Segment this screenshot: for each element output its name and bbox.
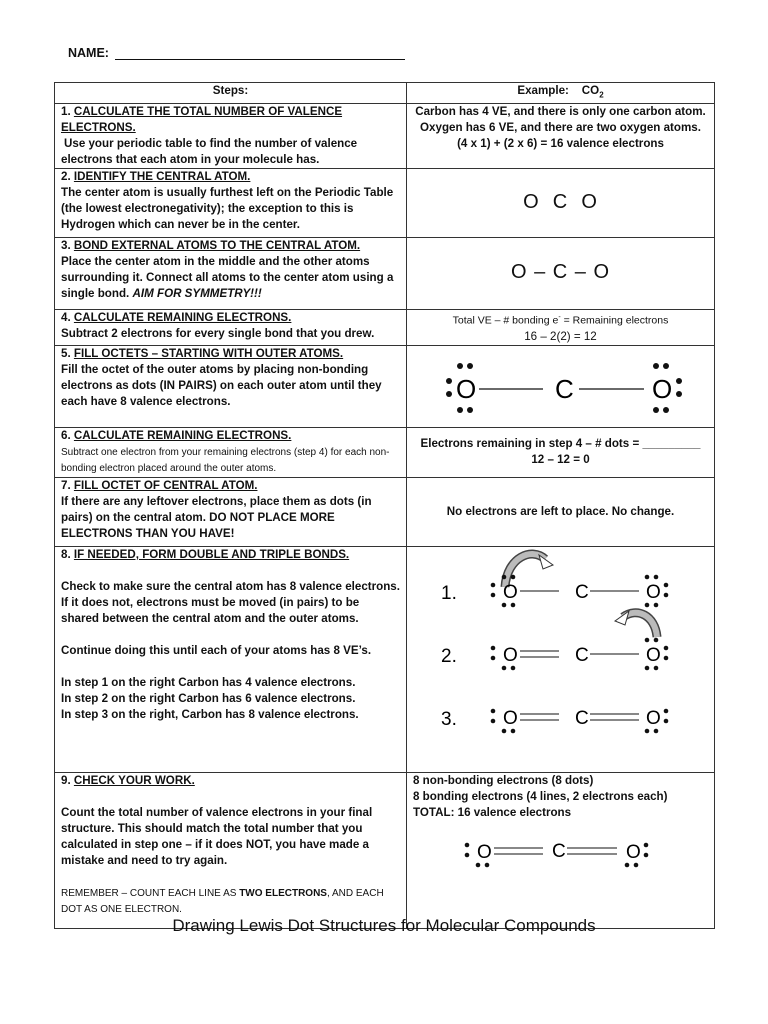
step-title: FILL OCTET OF CENTRAL ATOM. <box>73 478 258 492</box>
example-cell <box>407 169 715 238</box>
step-cell: 9. CHECK YOUR WORK. Count the total number of valence electrons in your final structure. This should match the total number that you calculated in step one – if it does NOT, you have made a mistake and need to try again. REMEMBER – COUNT EACH LINE AS TWO ELECTRONS, AND EACH DOT AS ONE ELECTRON. <box>55 772 407 928</box>
step-1-label: 1. <box>441 582 457 604</box>
table-row <box>55 310 715 346</box>
step-body: Subtract one electron from your remaining electrons (step 4) for each non-bonding electron placed around the outer atoms. <box>61 446 390 474</box>
final-structure-diagram <box>407 821 713 881</box>
step-body: If there are any leftover electrons, place them as dots (in pairs) on the central atom. DO NOT PLACE MORE ELECTRONS THAN YOU HAVE! <box>61 494 372 540</box>
example-cell <box>407 546 715 772</box>
step-cell: 7. FILL OCTET OF CENTRAL ATOM. If there are any leftover electrons, place them as dots (in pairs) on the central atom. DO NOT PLACE MORE ELECTRONS THAN YOU HAVE! <box>55 477 407 546</box>
svg-text:O: O <box>626 841 641 863</box>
svg-text:C: C <box>552 840 566 862</box>
step-title: CALCULATE THE TOTAL NUMBER OF VALENCE ELECTRONS. <box>61 105 343 135</box>
octet-diagram <box>407 346 713 422</box>
step-title: BOND EXTERNAL ATOMS TO THE CENTRAL ATOM. <box>73 239 361 253</box>
table-header-row <box>55 83 715 104</box>
example-cell: Carbon has 4 VE, and there is only one carbon atom. Oxygen has 6 VE, and there are two oxygen atoms. (4 x 1) + (2 x 6) = 16 valence electrons <box>407 104 715 169</box>
bond-formation-diagram <box>407 547 713 767</box>
step-title: IDENTIFY THE CENTRAL ATOM. <box>73 170 251 184</box>
svg-text:O: O <box>477 841 492 863</box>
svg-text:O: O <box>646 707 661 729</box>
oxygen-right: O <box>652 373 673 404</box>
name-label: NAME: <box>68 46 109 60</box>
svg-text:O: O <box>503 581 518 603</box>
table-row <box>55 238 715 310</box>
carbon-center: C <box>555 373 574 404</box>
step-title: CHECK YOUR WORK. <box>73 773 195 787</box>
svg-text:O: O <box>646 581 661 603</box>
step-body: Count the total number of valence electrons in your final structure. This should match the total number that you calculated in step one – if it does NOT, you have made a mistake and need to try again. <box>61 805 373 867</box>
central-atom-example: O C O <box>523 190 598 213</box>
example-cell: Electrons remaining in step 4 – # dots = _________ 12 – 12 = 0 <box>407 427 715 477</box>
step-cell: 4. CALCULATE REMAINING ELECTRONS. Subtract 2 electrons for every single bond that you drew. <box>55 310 407 346</box>
steps-header: Steps: <box>55 83 407 104</box>
name-field[interactable] <box>68 46 405 60</box>
single-bond-example: O – C – O <box>510 261 611 284</box>
steps-table <box>54 82 715 929</box>
example-cell: No electrons are left to place. No change. <box>407 477 715 546</box>
example-cell: Total VE – # bonding e- = Remaining electrons 16 – 2(2) = 12 <box>407 310 715 346</box>
page-title: Drawing Lewis Dot Structures for Molecular Compounds <box>172 916 596 935</box>
svg-text:O: O <box>646 644 661 666</box>
table-row <box>55 345 715 427</box>
step-note: REMEMBER – COUNT EACH LINE AS TWO ELECTRONS, AND EACH DOT AS ONE ELECTRON. <box>61 887 384 915</box>
table-row <box>55 427 715 477</box>
step-3-label: 3. <box>441 708 457 730</box>
step-cell: 6. CALCULATE REMAINING ELECTRONS. Subtract one electron from your remaining electrons (step 4) for each non-bonding electron placed around the outer atoms. <box>55 427 407 477</box>
svg-text:O: O <box>503 644 518 666</box>
table-row <box>55 104 715 169</box>
step-2-label: 2. <box>441 645 457 667</box>
example-cell <box>407 345 715 427</box>
name-line[interactable] <box>115 47 405 60</box>
step-body: Use your periodic table to find the number of valence electrons that each atom in your molecule has. <box>61 137 358 167</box>
example-cell: 8 non-bonding electrons (8 dots) 8 bonding electrons (4 lines, 2 electrons each) TOTAL: 16 valence electrons O C O <box>407 772 715 928</box>
table-row <box>55 772 715 928</box>
step-body: Place the center atom in the middle and the other atoms surrounding it. Connect all atoms to the center atom using a single bond. <box>61 255 394 301</box>
step-body: The center atom is usually furthest left on the Periodic Table (the lowest electronegativity); the exception to this is Hydrogen which can never be in the center. <box>61 186 394 232</box>
svg-text:C: C <box>575 644 589 666</box>
step-cell: 2. IDENTIFY THE CENTRAL ATOM. The center atom is usually furthest left on the Periodic Table (the lowest electronegativity); the exception to this is Hydrogen which can never be in the center. <box>55 169 407 238</box>
step-body: Subtract 2 electrons for every single bond that you drew. <box>61 327 375 341</box>
table-row <box>55 477 715 546</box>
step-cell: 3. BOND EXTERNAL ATOMS TO THE CENTRAL ATOM. Place the center atom in the middle and the other atoms surrounding it. Connect all atoms to the center atom using a single bond. AIM FOR SYMMETRY!!! <box>55 238 407 310</box>
svg-text:C: C <box>575 581 589 603</box>
table-row <box>55 169 715 238</box>
step-cell: 1. CALCULATE THE TOTAL NUMBER OF VALENCE ELECTRONS. Use your periodic table to find the number of valence electrons that each atom in your molecule has. <box>55 104 407 169</box>
step-cell: 8. IF NEEDED, FORM DOUBLE AND TRIPLE BONDS. Check to make sure the central atom has 8 valence electrons. If it does not, electrons must be moved (in pairs) to be shared between the central atom and the outer atoms. Continue doing this until each of your atoms has 8 VE’s. In step 1 on the right Carbon has 4 valence electrons. In step 2 on the right Carbon has 6 valence electrons. In step 3 on the right, Carbon has 8 valence electrons. <box>55 546 407 772</box>
step-title: CALCULATE REMAINING ELECTRONS. <box>73 311 292 325</box>
step-title: IF NEEDED, FORM DOUBLE AND TRIPLE BONDS. <box>73 547 350 561</box>
step-title: FILL OCTETS – STARTING WITH OUTER ATOMS. <box>73 346 344 360</box>
oxygen-left: O <box>456 373 477 404</box>
step-cell: 5. FILL OCTETS – STARTING WITH OUTER ATOMS. Fill the octet of the outer atoms by placing non-bonding electrons as dots (IN PAIRS) on each outer atom until they each have 8 valence electrons. <box>55 345 407 427</box>
svg-text:O: O <box>503 707 518 729</box>
example-header: Example: $CO_2$ <box>407 83 715 104</box>
step-body: Fill the octet of the outer atoms by placing non-bonding electrons as dots (IN PAIRS) on each outer atom until they each have 8 valence electrons. <box>61 362 382 408</box>
svg-text:C: C <box>575 707 589 729</box>
step-body: Check to make sure the central atom has 8 valence electrons. If it does not, electrons must be moved (in pairs) to be shared between the central atom and the outer atoms. <box>61 579 400 625</box>
step-title: CALCULATE REMAINING ELECTRONS. <box>73 428 292 442</box>
table-row <box>55 546 715 772</box>
symmetry-emphasis: AIM FOR SYMMETRY!!! <box>132 287 262 301</box>
example-cell <box>407 238 715 310</box>
